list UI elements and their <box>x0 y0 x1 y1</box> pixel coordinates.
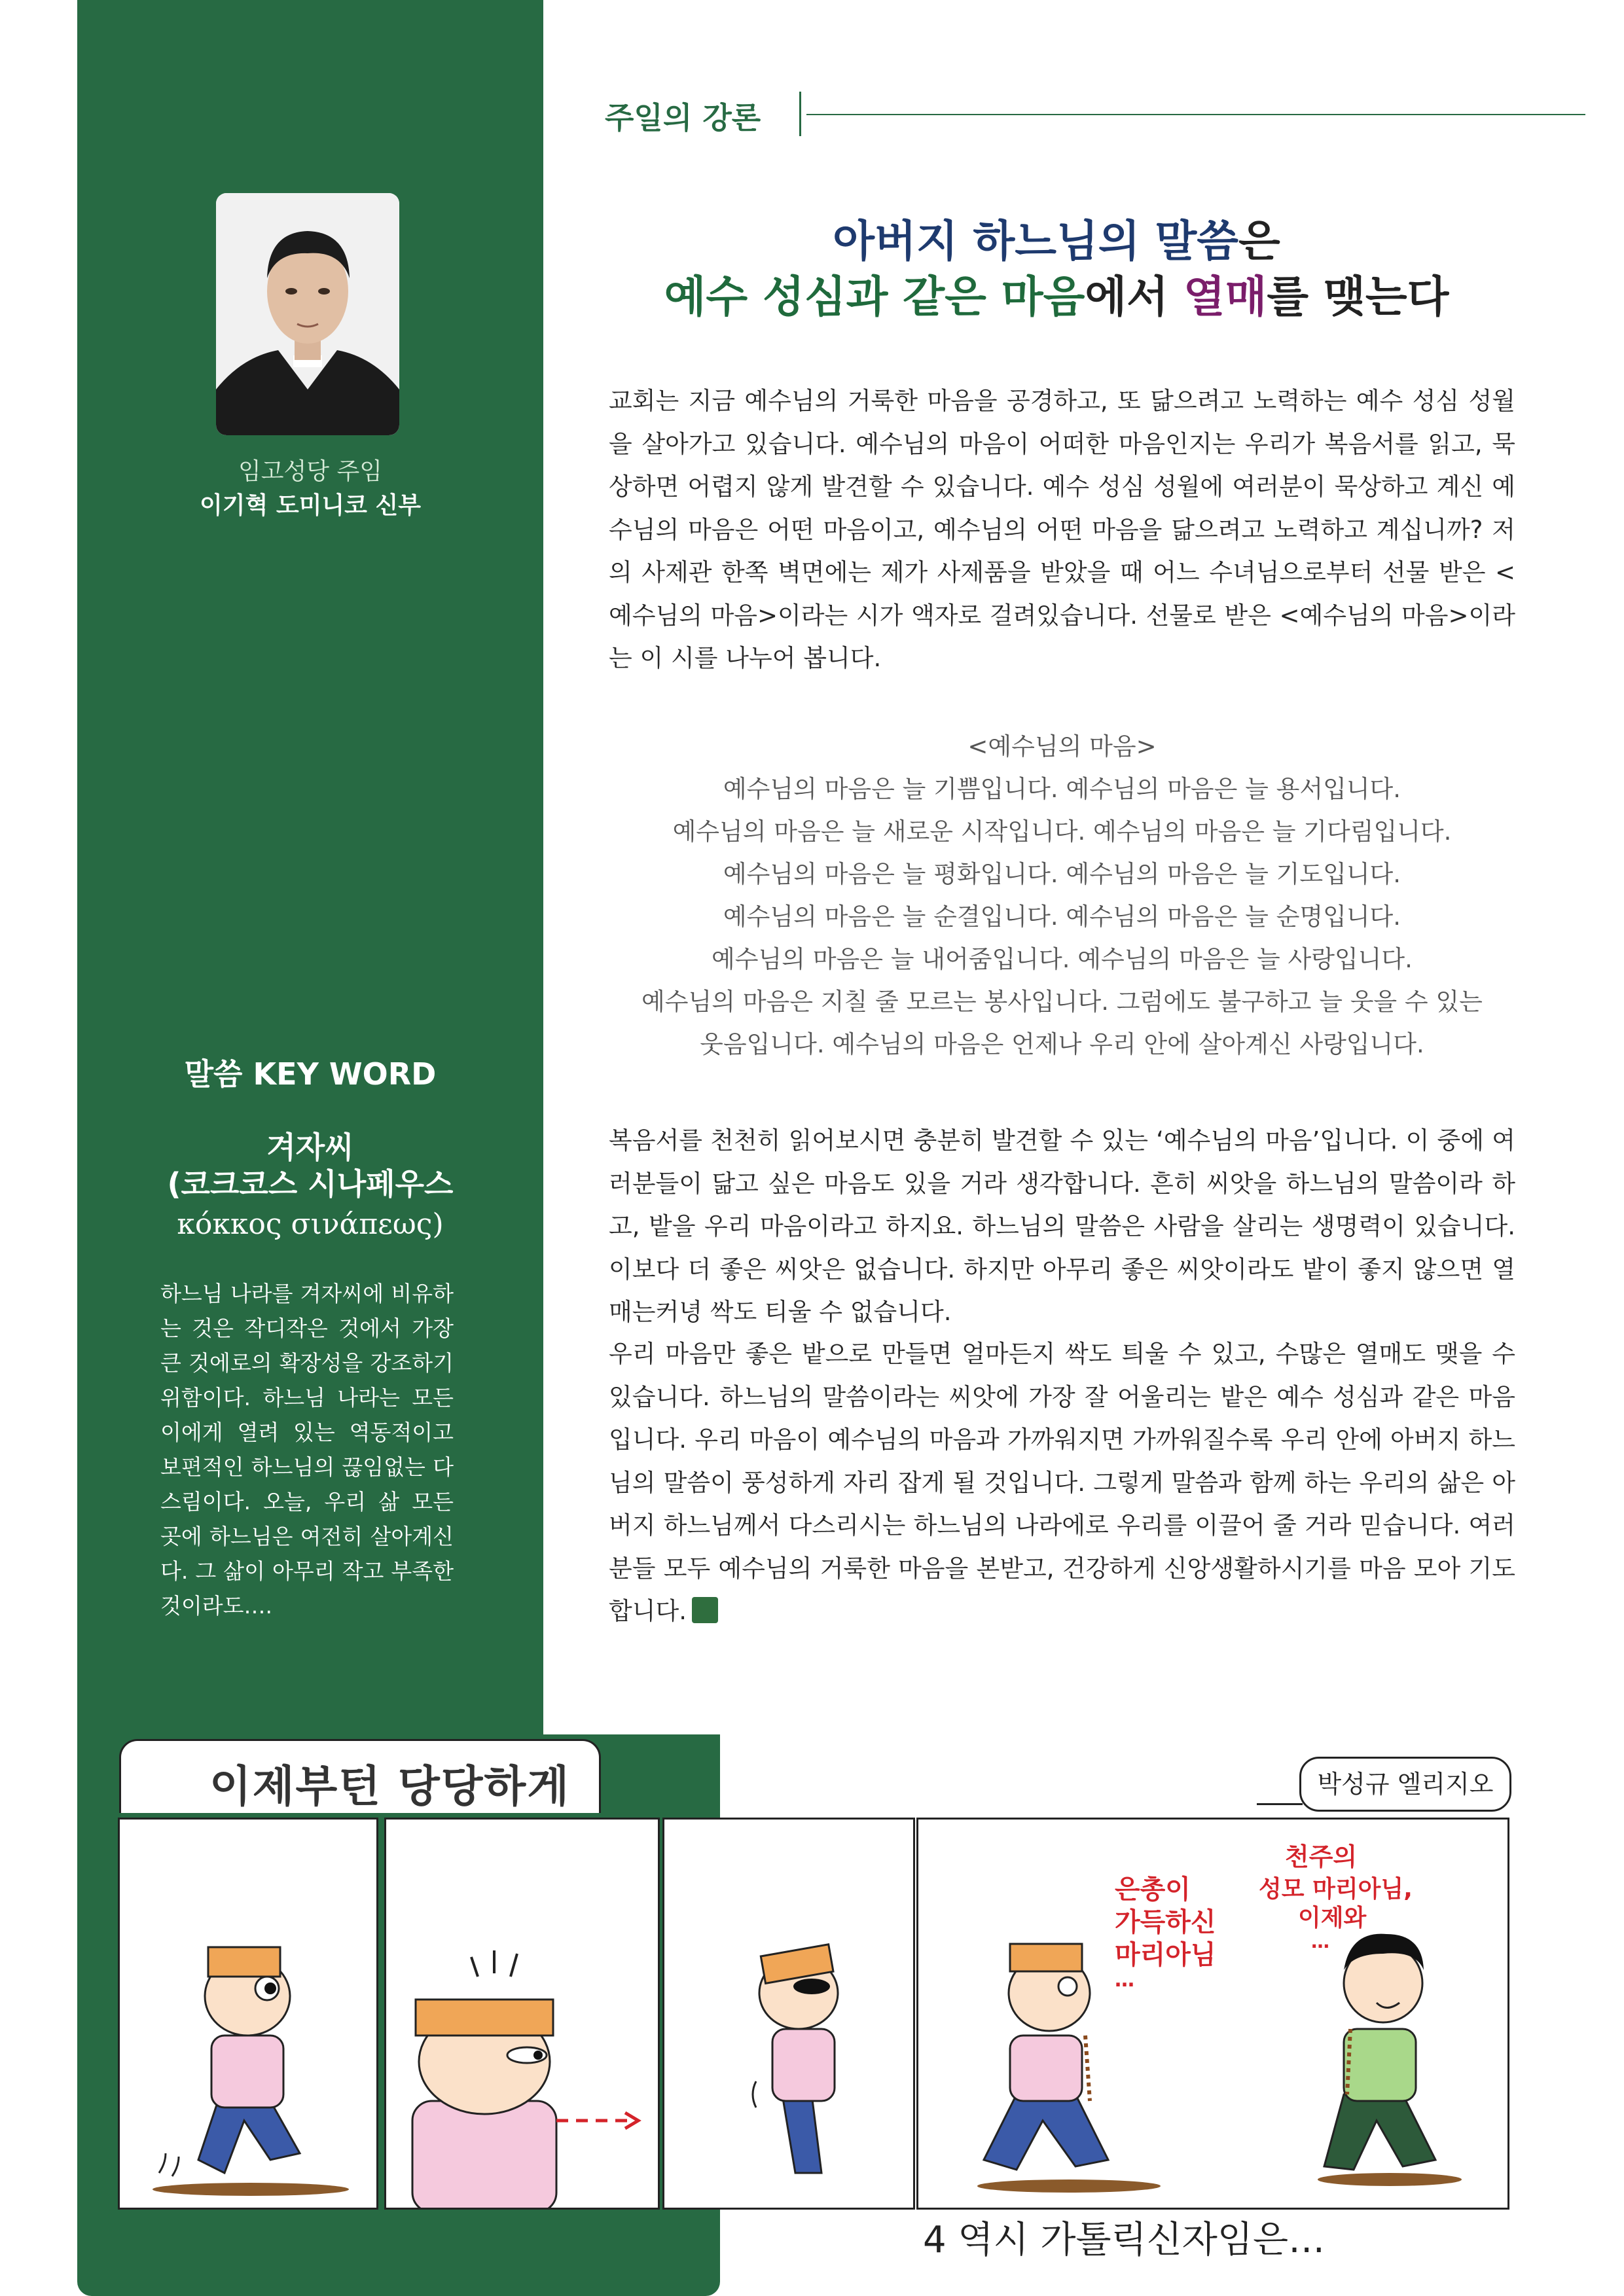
poem-line: 예수님의 마음은 늘 순결입니다. 예수님의 마음은 늘 순명입니다. <box>723 903 1401 931</box>
bubble-right-line: 천주의 <box>1285 1842 1358 1871</box>
article-title-line1 <box>605 206 1508 268</box>
poem-line: 웃음입니다. 예수님의 마음은 언제나 우리 안에 살아계신 사랑입니다. <box>700 1030 1424 1058</box>
bubble-right-line: 이제와 <box>1298 1905 1367 1931</box>
body-paragraph-3 <box>609 1333 1515 1633</box>
poem-line: 예수님의 마음은 늘 새로운 시작입니다. 예수님의 마음은 늘 기다림입니다. <box>672 817 1452 846</box>
author-portrait <box>216 193 399 435</box>
poem-line: 예수님의 마음은 늘 평화입니다. 예수님의 마음은 늘 기도입니다. <box>723 860 1401 888</box>
body-paragraph-3-text: 우리 마음만 좋은 밭으로 만들면 얼마든지 싹도 틔울 수 있고, 수많은 열매도 맺을 수 있습니다. 하느님의 말씀이라는 씨앗에 가장 잘 어울리는 밭은 예수 성심과 같은 마음입니다. 우리 마음이 예수님의 마음과 가까워지면 가까워질수록 우리 안에 아버지 하느님의 말씀이 풍성하게 자리 잡게 될 것입니다. 그렇게 말씀과 함께 하는 우리의 삶은 아버지 하느님께서 다스리시는 하느님의 나라에로 우리를 이끌어 줄 거라 믿습니다. 여러분들 모두 예수님의 거룩한 마음을 본받고, 건강하게 신앙생활하시기를 마음 모아 기도합니다. <box>609 1340 1515 1625</box>
author-role: 임고성당 주임 <box>238 458 383 485</box>
comic-author: 박성규 엘리지오 <box>1299 1757 1511 1812</box>
title-segment: 예수 성심과 같은 마음 <box>664 272 1085 322</box>
bubble-left-line: 가득하신 <box>1115 1907 1216 1937</box>
keyword-transliteration: (코크코스 시나페우스 <box>167 1166 454 1202</box>
article-title-line2 <box>605 262 1508 324</box>
section-label: 주일의 강론 <box>605 100 761 135</box>
body-paragraph-2: 복음서를 천천히 읽어보시면 충분히 발견할 수 있는 ‘예수님의 마음’입니다. 이 중에 여러분들이 닮고 싶은 마음도 있을 거라 생각합니다. 흔히 씨앗을 하느님의 말씀이라 하고, 밭을 우리 마음이라고 하지요. 하느님의 말씀은 사람을 살리는 생명력이 있습니다. 이보다 더 좋은 씨앗은 없습니다. 하지만 아무리 좋은 씨앗이라도 밭이 좋지 않으면 열매는커녕 싹도 티울 수 없습니다. <box>609 1126 1515 1326</box>
keyword-word <box>77 1129 543 1202</box>
comic-panel-3 <box>662 1818 915 2210</box>
keyword-greek: κόκκος σινάπεως) <box>177 1208 444 1241</box>
poem <box>609 725 1515 1066</box>
title-segment: 에서 <box>1085 272 1183 322</box>
bubble-right-line: 성모 마리아님, <box>1259 1876 1413 1903</box>
keyword-korean: 겨자씨 <box>266 1130 354 1165</box>
bubble-right-line: … <box>1311 1931 1329 1952</box>
poem-line: 예수님의 마음은 늘 내어줌입니다. 예수님의 마음은 늘 사랑입니다. <box>712 945 1413 973</box>
section-divider <box>799 92 801 136</box>
title-segment: 은 <box>1238 216 1280 266</box>
comic-panel-1 <box>118 1818 378 2210</box>
comic-author-line <box>1257 1803 1303 1805</box>
body-paragraph-1: 교회는 지금 예수님의 거룩한 마음을 공경하고, 또 닮으려고 노력하는 예수 성심 성월을 살아가고 있습니다. 예수님의 마음이 어떠한 마음인지는 우리가 복음서를 읽고, 묵상하면 어렵지 않게 발견할 수 있습니다. 예수 성심 성월에 여러분이 묵상하고 계신 예수님의 마음은 어떤 마음이고, 예수님의 어떤 마음을 닮으려고 노력하고 계십니까? 저의 사제관 한쪽 벽면에는 제가 사제품을 받았을 때 어느 수녀님으로부터 선물 받은 <예수님의 마음>이라는 시가 액자로 걸려있습니다. 선물로 받은 <예수님의 마음>이라는 이 시를 나누어 봅니다. <box>609 387 1515 672</box>
title-segment: 열매 <box>1183 272 1267 322</box>
comic-panel-4 <box>916 1818 1509 2210</box>
author-name: 이기혁 도미니코 신부 <box>199 492 422 519</box>
bubble-left-line: … <box>1115 1969 1134 1992</box>
poem-title: <예수님의 마음> <box>967 732 1157 761</box>
poem-line: 예수님의 마음은 지칠 줄 모르는 봉사입니다. 그럼에도 불구하고 늘 웃을 수 있는 <box>641 988 1483 1016</box>
title-segment: 아버지 하느님의 말씀 <box>833 216 1238 266</box>
title-segment: 를 맺는다 <box>1267 272 1449 322</box>
comic-panel-2 <box>384 1818 660 2210</box>
keyword-heading: 말씀 KEY WORD <box>184 1056 437 1092</box>
section-rule <box>806 114 1585 115</box>
keyword-body: 하느님 나라를 겨자씨에 비유하는 것은 작디작은 것에서 가장 큰 것에로의 확장성을 강조하기 위함이다. 하느님 나라는 모든 이에게 열려 있는 역동적이고 보편적인 하느님의 끊임없는 다스림이다. 오늘, 우리 삶 모든 곳에 하느님은 여전히 살아계신다. 그 삶이 아무리 작고 부족한 것이라도…. <box>160 1281 454 1619</box>
end-mark-icon <box>692 1597 718 1623</box>
bubble-left-line: 은총이 <box>1115 1874 1191 1905</box>
comic-caption: 4 역시 가톨릭신자임은… <box>923 2219 1326 2261</box>
comic-title: 이제부턴 당당하게 <box>209 1761 571 1812</box>
bubble-left-line: 마리아님 <box>1115 1940 1216 1970</box>
poem-line: 예수님의 마음은 늘 기쁨입니다. 예수님의 마음은 늘 용서입니다. <box>723 775 1401 803</box>
